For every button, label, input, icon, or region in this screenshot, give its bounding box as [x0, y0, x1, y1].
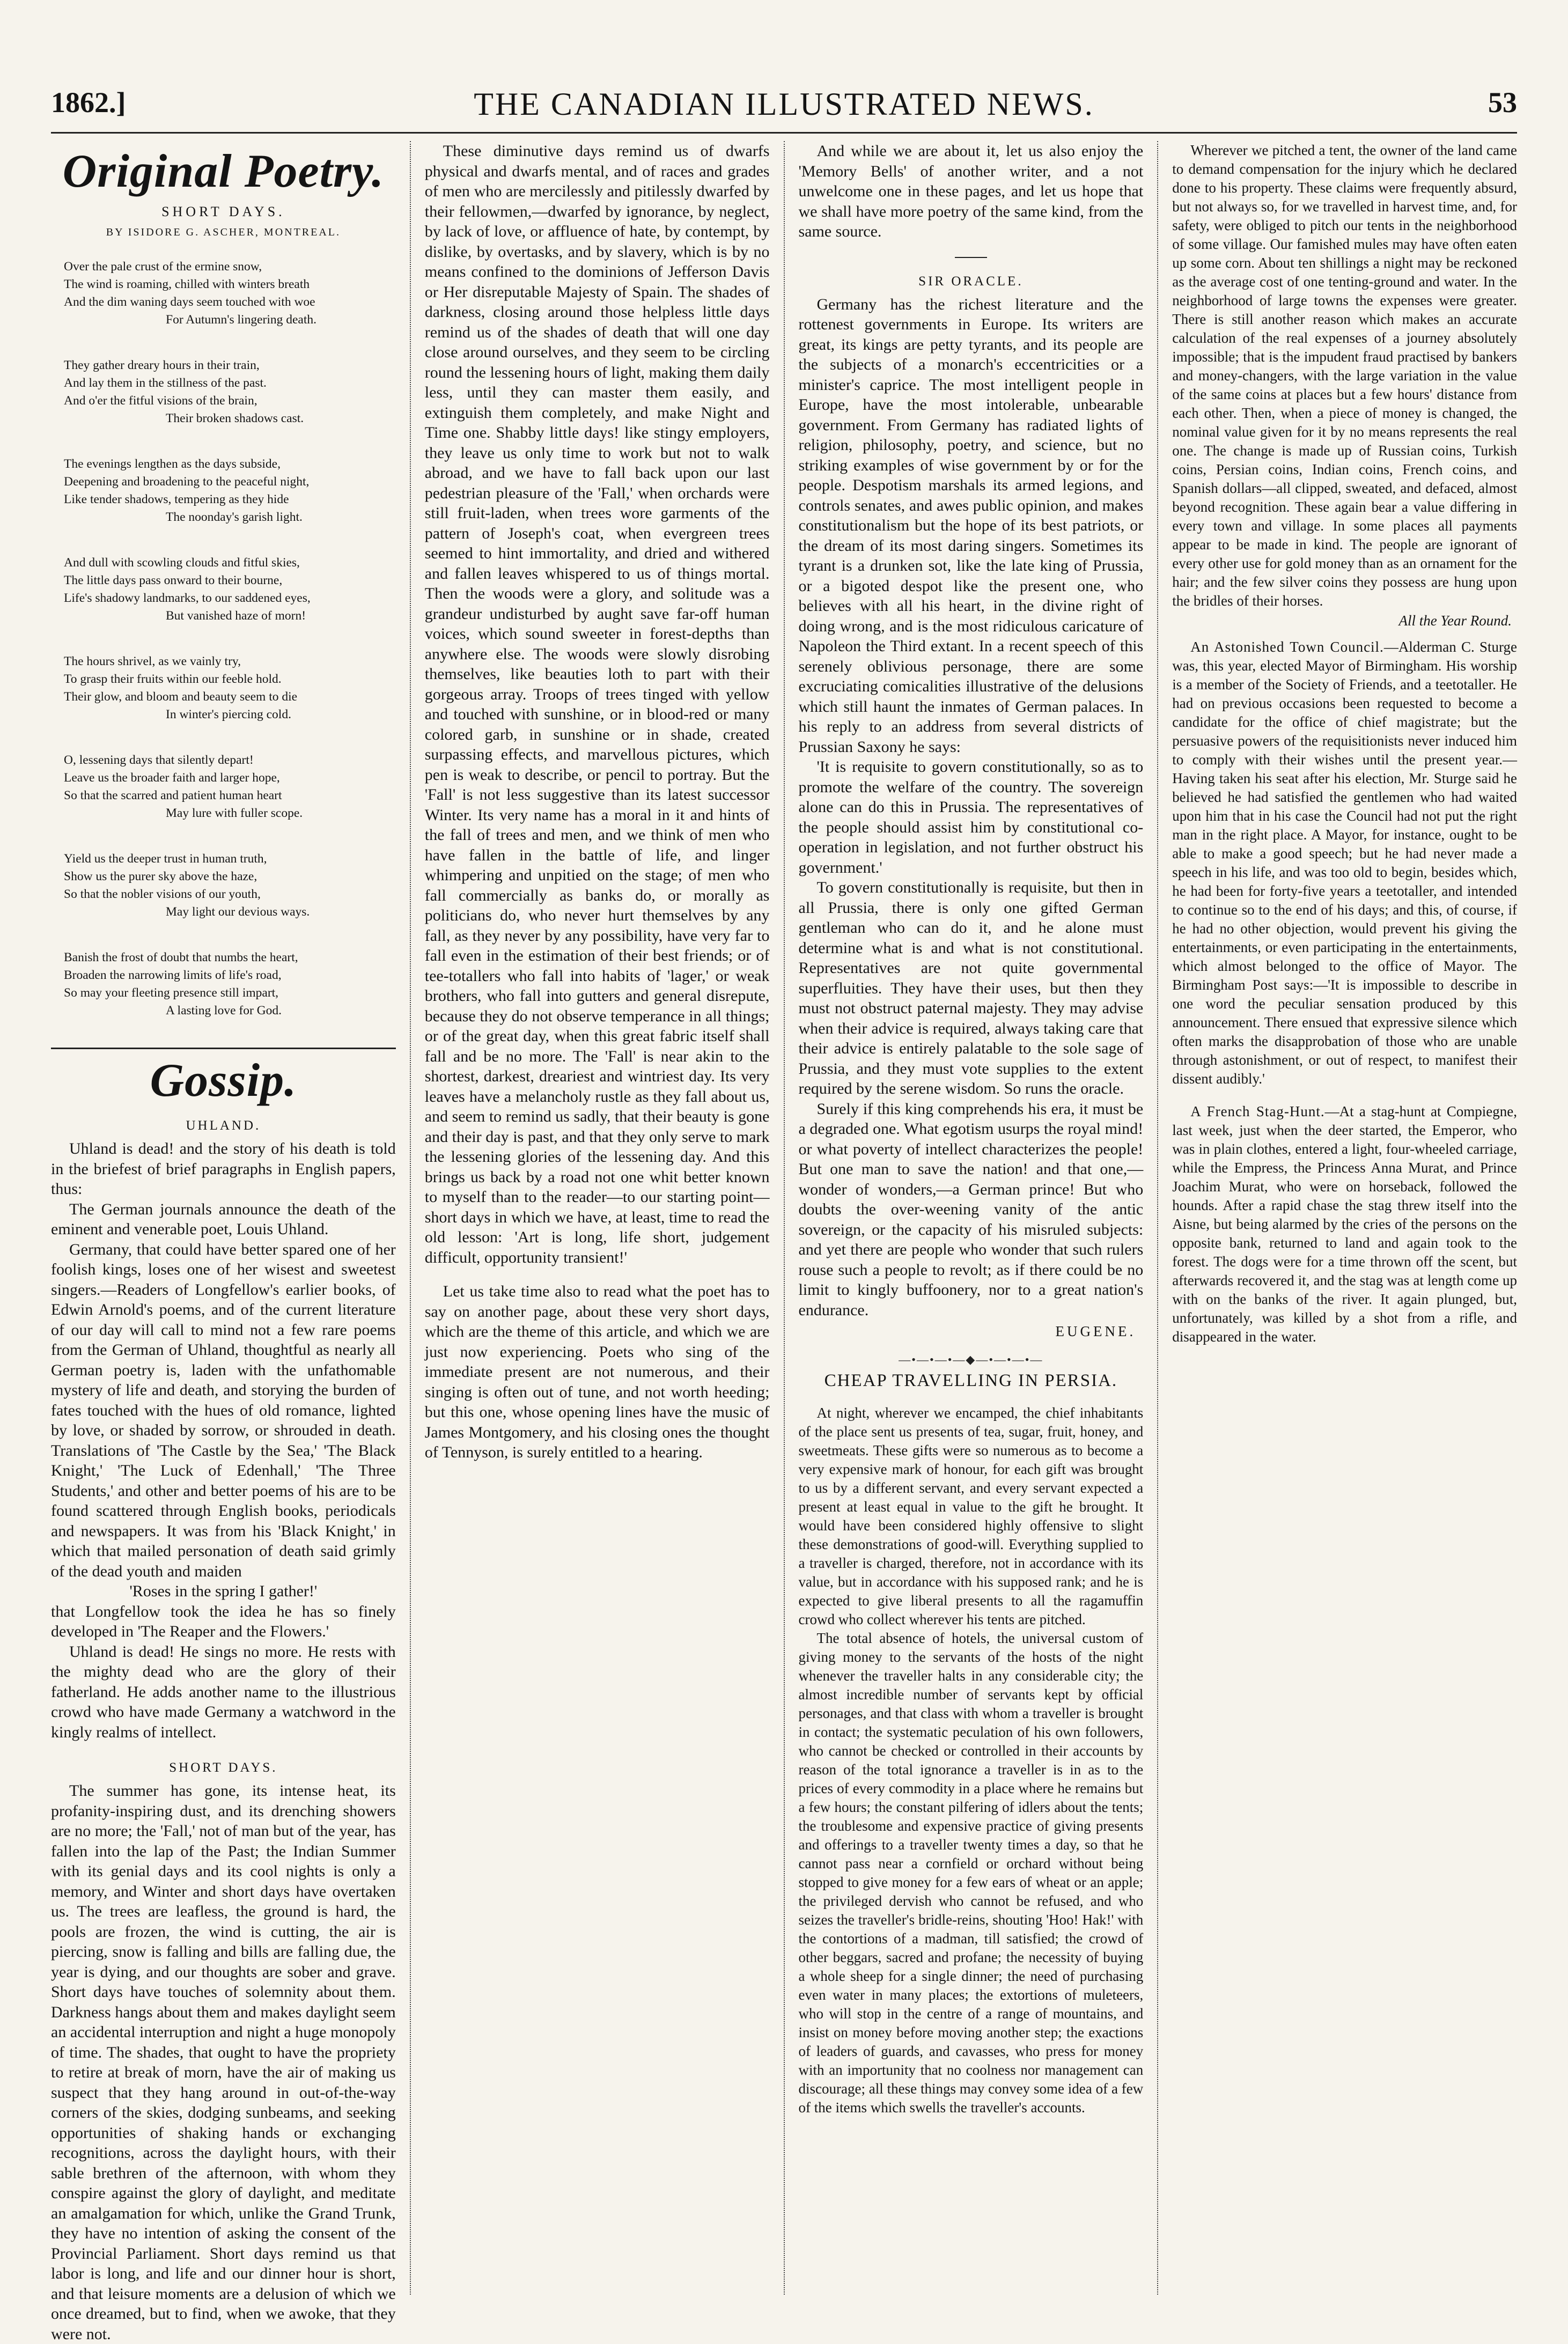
poem-line: To grasp their fruits within our feeble hold.	[64, 672, 282, 686]
short-days-heading: SHORT DAYS.	[169, 1760, 278, 1775]
poem-stanza	[64, 850, 396, 921]
brief-item	[1172, 638, 1517, 1088]
poem-line: Deepening and broadening to the peaceful night,	[64, 475, 310, 489]
poem-line: And the dim waning days seem touched with woe	[64, 295, 315, 309]
column-4	[1158, 141, 1517, 2295]
persia-paragraph: At night, wherever we encamped, the chief inhabitants of the place sent us presents of tea, sugar, fruit, honey, and sweetmeats. These gifts were so numerous as to become a very expensive mark of honour, for each gift was brought to us by a different servant, and every servant expected a present at least equal in value to the gift he brought. It would have been considered highly offensive to slight these demonstrations of good-will. Everything supplied to a traveller is charged, therefore, not in accordance with its value, but in accordance with his supposed rank; and he is expected to give liberal presents to all the ragamuffin crowd who collect wherever his tents are pitched.	[798, 1405, 1144, 1627]
poem-line: Yield us the deeper trust in human truth,	[64, 852, 267, 866]
poem-byline: BY ISIDORE G. ASCHER, MONTREAL.	[106, 226, 341, 238]
poem-line: O, lessening days that silently depart!	[64, 753, 254, 767]
uhland-paragraph: Uhland is dead! and the story of his death is told in the briefest of brief paragraphs in English papers, thus:	[51, 1140, 396, 1198]
uhland-paragraph: that Longfellow took the idea he has so finely developed in 'The Reaper and the Flowers.'	[51, 1602, 396, 1640]
brief-text: —At a stag-hunt at Compiegne, last week, just when the deer started, the Emperor, who was in plain clothes, entered a light, four-wheeled carriage, while the Empress, the Princess Anna Murat, and Prince Joachim Murat, who were on horseback, followed the hounds. After a rapid chase the stag threw itself into the Aisne, but being alarmed by the cries of the persons on the opposite bank, returned to land and again took to the forest. The dogs were for a time thrown off the scent, but afterwards recovered it, and the stag was at length come up with on the banks of the river. It again plunged, but, unfortunately, was killed by a shot from a rifle, and disappeared in the water.	[1172, 1103, 1517, 1345]
poem-line: The evenings lengthen as the days subside,	[64, 457, 281, 471]
brief-text: —Alderman C. Sturge was, this year, elected Mayor of Birmingham. His worship is a member of the Society of Friends, and a teetotaller. He had on previous occasions been requested to become a candidate for the office of chief magistrate; but the persuasive powers of the requisitionists never induced him to comply with their wishes until the present year.—Having taken his seat after his election, Mr. Sturge said he believed he had satisfied the gentlemen who had waited upon him that in his case the Council had not put the right man in the right place. A Mayor, for instance, ought to be able to make a good speech; but he had never made a speech in his life, and was too old to begin, besides which, he had been for forty-five years a teetotaller, and intended to continue so to the end of his days; and this, of course, if he had no other objection, would prevent his giving the entertainments, or even participating in the entertainments, which almost belonged to the office of Mayor. The Birmingham Post says:—'It is impossible to describe in one word the peculiar sensation produced by this announcement. There ensued that expressive silence which often marks the disapprobation of those who are unable through astonishment, or out of respect, to manifest their dissent audibly.'	[1172, 639, 1517, 1087]
poem-line: Broaden the narrowing limits of life's road,	[64, 968, 282, 982]
poem-line: May lure with fuller scope.	[166, 806, 303, 820]
page-number: 53	[1488, 86, 1517, 119]
poem-line: So that the nobler visions of our youth,	[64, 887, 261, 901]
short-rule	[955, 257, 987, 258]
poem-stanzas	[51, 258, 396, 1020]
brief-lead: A French Stag-Hunt.	[1190, 1103, 1325, 1119]
issue-year: 1862.]	[51, 86, 126, 119]
sir-oracle-heading: SIR ORACLE.	[918, 274, 1024, 289]
paragraph-gap	[1172, 1088, 1517, 1102]
poem-line: Their broken shadows cast.	[166, 411, 304, 425]
poem-line: They gather dreary hours in their train,	[64, 358, 260, 372]
uhland-paragraph: Germany, that could have better spared one of her foolish kings, loses one of her wisest and sweetest singers.—Readers of Longfellow's earlier books, of Edwin Arnold's poems, and of the current literature of our day will call to mind not a few rare poems from the German of Uhland, thoughtful as nearly all German poetry is, laden with the unfathomable mystery of life and death, and storying the burden of fates touched with the hues of old romance, lighted by love, or shaded by sorrow, or shrouded in death. Translations of 'The Castle by the Sea,' 'The Black Knight,' 'The Luck of Edenhall,' 'The Three Students,' and other and better poems of his are to be found scattered through English books, periodicals and newspapers. It was from his 'Black Knight,' in which that mailed personation of death said grimly of the dead youth and maiden	[51, 1240, 396, 1580]
poem-line: The hours shrivel, as we vainly try,	[64, 654, 241, 668]
poem-line: The noonday's garish light.	[166, 510, 303, 524]
poem-line: The wind is roaming, chilled with winters breath	[64, 277, 310, 291]
poem-line: So that the scarred and patient human heart	[64, 788, 282, 802]
short-days-paragraph: Let us take time also to read what the poet has to say on another page, about these very short days, which are the theme of this article, and which we are just now experiencing. Poets who sing of the immediate present are not numerous, and their singing is often out of tune, and not worth heeding; but this one, whose opening lines have the music of James Montgomery, and his closing ones the thought of Tennyson, is surely entitled to a hearing.	[424, 1282, 770, 1461]
poem-stanza	[64, 949, 396, 1020]
column-3	[785, 141, 1159, 2295]
persia-title: CHEAP TRAVELLING IN PERSIA.	[824, 1371, 1118, 1390]
poem-line: And lay them in the stillness of the past.	[64, 376, 267, 390]
uhland-paragraph: The German journals announce the death of the eminent and venerable poet, Louis Uhland.	[51, 1200, 396, 1238]
poem-line: The little days pass onward to their bourne,	[64, 573, 283, 587]
running-head	[51, 80, 1517, 134]
poem-line: Over the pale crust of the ermine snow,	[64, 260, 262, 274]
persia-paragraph: Wherever we pitched a tent, the owner of the land came to demand compensation for the injury which he declared done to his property. These claims were frequently absurd, but not always so, for we travelled in harvest time, and, for safety, were obliged to pitch our tents in the neighborhood of some village. Our famished mules may have often eaten up some corn. About ten shillings a night may be reckoned as the average cost of one tenting-ground and water. In the neighborhood of large towns the expenses were greater. There is still another reason which makes an accurate calculation of the real expenses of a journey absolutely impossible; that is the impudent fraud practised by bankers and money-changers, with the large variation in the value of the same coins at places but a few hours' distance from each other. Then, when a piece of money is changed, the nominal value given for it by no means represents the real one. The change is made up of Russian coins, Turkish coins, Persian coins, Indian coins, French coins, and Spanish dollars—all clipped, sweated, and defaced, almost beyond recognition. These again bear a value differing in every town and village. In some places all payments appear to be made in kind. The people are ignorant of every other use for gold money than as an ornament for the hair; and the few silver coins they possess are hung upon the bridles of their horses.	[1172, 142, 1517, 609]
paragraph-gap	[425, 1267, 770, 1281]
ornament-divider: —•—•—•—◆—•—•—•—	[899, 1353, 1043, 1366]
short-days-paragraph: These diminutive days remind us of dwarfs physical and dwarfs mental, and of races and grades of men who are mercilessly and pitilessly dwarfed by their fellowmen,—dwarfed by ignorance, by neglect, by lack of love, or affluence of hate, by contempt, by dislike, by overtasks, and by slavery, which is by no means confined to the dominions of Jefferson Davis or Her disreputable Majesty of Spain. The shades of darkness, closing around those helpless little days remind us of the shades of death that will one day close around ourselves, and they seem to be circling round the lessening hours of light, making them daily less, until they can master them easily, and extinguish them completely, and make Night and Time one. Shabby little days! like stingy employers, they leave us only time to work but not to walk abroad, and we have to fall back upon our last pedestrian pleasure of the 'Fall,' when orchards were still fruit-laden, when trees wore garments of the pattern of Joseph's coat, when evergreen trees seemed to hint immortality, and dried and withered and fallen leaves whispered to us of things mortal. Then the woods were a glory, and solitude was a grandeur undisturbed by aught save far-off human voices, which sound sweeter in forest-depths than anywhere else. The woods were slowly disrobing themselves, like beauties loth to part with their gorgeous array. Troops of trees tinged with yellow and touched with sunshine, or in blood-red or many colored garb, in sunshine or in shade, created surpassing effects, and marvellous pictures, which pen is weak to describe, or pencil to portray. But the 'Fall' is not less suggestive than its latest successor Winter. Its very name has a moral in it and hints of the fall of trees and men, and we think of men who have fallen in the battle of life, and linger whimpering and unpitied on the stage; of men who fall commercially as banks do, or morally as politicians do, who never hurt themselves by any fall, as they never by any possibility, have very far to fall even in the estimation of their best friends; or of tee-totallers who fall into habits of 'lager,' or weak brothers, who fall into gutters and general disrepute, because they do not observe temperance in all things; or of the great day, when this great fabric itself shall fall and be no more. The 'Fall' is near akin to the shortest, darkest, dreariest and wintriest day. Its very leaves have a melancholy rustle as they fall about us, and seem to remind us sadly, that their beauty is gone and their day is past, and that they only serve to mark the lessening glories of the lessening day. And this brings us back by a road not one whit better known to myself than to the reader—to our starting point—short days in which we have, at least, time to read the old lesson: 'Art is long, life short, judgement difficult, opportunity transient!'	[424, 142, 770, 1266]
short-days-paragraph: The summer has gone, its intense heat, its profanity-inspiring dust, and its drenching showers are no more; the 'Fall,' not of man but of the year, has fallen into the lap of the Past; the Indian Summer with its genial days and its cool nights is only a memory, and Winter and short days have overtaken us. The trees are leafless, the ground is hard, the pools are frozen, the wind is cutting, the air is piercing, snow is falling and bills are falling due, the year is dying, and our thoughts are sober and grave. Short days have touches of solemnity about them. Darkness hangs about them and makes daylight seem an accidental interruption and night a huge monopoly of time. The shades, that ought to have the propriety to retire at break of morn, have the air of making us suspect that they hang around in out-of-the-way corners of the skies, dodging sunbeams, and seeking opportunities of shaking hands or exchanging recognitions, across the daylight hours, with their sable brethren of the afternoon, with whom they conspire against the glory of daylight, and meditate an amalgamation for which, unlike the Grand Trunk, they have no intention of asking the consent of the Provincial Parliament. Short days remind us that labor is long, and life and our dinner hour is short, and that leisure moments are a delusion of which we once dreamed, but to find, when we awoke, that they were not.	[51, 1782, 396, 2343]
poem-line: A lasting love for God.	[166, 1004, 282, 1018]
poem-line: Like tender shadows, tempering as they hide	[64, 492, 289, 506]
poem-line: So may your fleeting presence still impart,	[64, 986, 279, 1000]
poem-line: Life's shadowy landmarks, to our saddened eyes,	[64, 591, 311, 605]
short-days-paragraph: And while we are about it, let us also enjoy the 'Memory Bells' of another writer, and a not unwelcome one in these pages, and let us hope that we shall have more poetry of the same kind, from the same source.	[798, 142, 1144, 240]
uhland-heading: UHLAND.	[186, 1118, 261, 1133]
poetry-section-title: Original Poetry.	[62, 145, 385, 197]
poem-line: Leave us the broader faith and larger hope,	[64, 771, 280, 785]
sir-oracle-paragraph: 'It is requisite to govern constitutionally, so as to promote the welfare of the country. The sovereign alone can do this in Prussia. The representatives of the people should assist him by constitutional co-operation in legislation, and not further obstruct his government.'	[798, 758, 1144, 876]
gossip-section-title: Gossip.	[150, 1055, 297, 1107]
poem-line: In winter's piercing cold.	[166, 707, 291, 721]
poem-stanza	[64, 455, 396, 526]
article-columns	[51, 141, 1517, 2343]
sir-oracle-paragraph: Germany has the richest literature and the rottenest governments in Europe. Its writers are great, its kings are petty tyrants, and its people are the subjects of a monarch's eccentricities or a minister's caprice. The most intelligent people in Europe, have the most intolerable, unbearable government. From Germany has radiated lights of religion, philosophy, poetry, and science, but no striking examples of wise government by or for the people. Despotism marshals its armed legions, and controls senates, and awes public opinion, and makes constitutionalism but the hope of its best patriots, or the dream of its most daring singers. Sometimes its tyrant is a drunken sot, like the late king of Prussia, or a bigoted despot like the present one, who believes with all his heart, in the divine right of doing wrong, and is the most ridiculous caricature of Napoleon the Third extant. In a recent speech of this serenely oblivious personage, there are some excruciating comicalities illustrative of the delusions which still haunt the inmates of German palaces. In his reply to an address from several districts of Prussian Saxony he says:	[798, 295, 1144, 756]
poem-stanza	[64, 653, 396, 724]
poem-line: And dull with scowling clouds and fitful skies,	[64, 556, 300, 570]
uhland-paragraph: Uhland is dead! He sings no more. He rests with the mighty dead who are the glory of their fatherland. He adds another name to the illustrious crowd who have made Germany a watchword in the kingly realms of intellect.	[51, 1642, 396, 1741]
poem-stanza	[64, 554, 396, 625]
sir-oracle-paragraph: Surely if this king comprehends his era, it must be a degraded one. What egotism usurps the royal mind! or what poverty of intellect characterizes the people! But one man to save the nation! and that one,—wonder of wonders,—a German prince! But who doubts the over-weening vanity of the antic sovereign, or the capacity of his misruled subjects: and yet there are people who wonder that such rulers rouse such a people to revolt; as if there could be no limit to kingly buffoonery, nor to a great nation's endurance.	[798, 1100, 1144, 1319]
persia-attribution: All the Year Round.	[1398, 613, 1512, 629]
uhland-quote: 'Roses in the spring I gather!'	[129, 1582, 318, 1600]
poem-line: For Autumn's lingering death.	[166, 313, 316, 327]
column-1	[51, 141, 411, 2343]
poem-line: But vanished haze of morn!	[166, 609, 306, 623]
poem-stanza	[64, 258, 396, 329]
author-signature: EUGENE.	[1055, 1323, 1136, 1339]
persia-paragraph: The total absence of hotels, the universal custom of giving money to the servants of the hosts of the night whenever the traveller halts in any considerable city; the almost incredible number of servants kept by official personages, and that class with whom a traveller is brought in contact; the systematic peculation of his own followers, who cannot be checked or controlled in their accounts by reason of the total ignorance a traveller is in as to the prices of every commodity in a place where he remains but a few hours; the constant pilfering of idlers about the tents; the troublesome and expensive practice of giving presents and offerings to a traveller twenty times a day, so that he cannot pass near a cornfield or orchard without being stopped to give money for a few ears of wheat or an apple; the privileged dervish who cannot be refused, and who seizes the traveller's bridle-reins, shouting 'Hoo! Hak!' with the contortions of a madman, till satisfied; the crowd of other beggars, sacred and profane; the necessity of buying a whole sheep for a single dinner; the need of purchasing even water in many places; the extortions of muleteers, who will stop in the centre of a range of mountains, and insist on money before moving another step; the exactions of leaders of guards, and cavasses, who press for money with an importunity that no coolness nor management can discourage; all these things may convey some idea of a few of the items which swells the traveller's accounts.	[798, 1630, 1144, 2116]
poem-line: Show us the purer sky above the haze,	[64, 869, 257, 883]
poem-line: May light our devious ways.	[166, 905, 310, 919]
brief-lead: An Astonished Town Council.	[1190, 639, 1384, 655]
masthead-title: THE CANADIAN ILLUSTRATED NEWS.	[474, 86, 1094, 122]
column-2	[411, 141, 785, 2295]
poem-stanza	[64, 357, 396, 427]
poem-line: And o'er the fitful visions of the brain,	[64, 394, 257, 408]
poem-stanza	[64, 751, 396, 822]
poem-title: SHORT DAYS.	[161, 204, 285, 219]
brief-item	[1172, 1102, 1517, 1346]
poem-line: Their glow, and bloom and beauty seem to die	[64, 690, 298, 704]
sir-oracle-paragraph: To govern constitutionally is requisite, but then in all Prussia, there is only one gifted German gentleman who can do it, and he alone must determine what is and what is not constitutional. Representatives are not quite governmental superfluities. They have their uses, but then they must not obstruct paternal majesty. They may advise when their advice is required, always taking care that their advice is entirely palatable to the sole sage of Prussia, and they must vote supplies to the extent required by the serene wisdom. So runs the oracle.	[798, 879, 1144, 1097]
poem-line: Banish the frost of doubt that numbs the heart,	[64, 950, 298, 964]
section-divider	[51, 1048, 396, 1049]
